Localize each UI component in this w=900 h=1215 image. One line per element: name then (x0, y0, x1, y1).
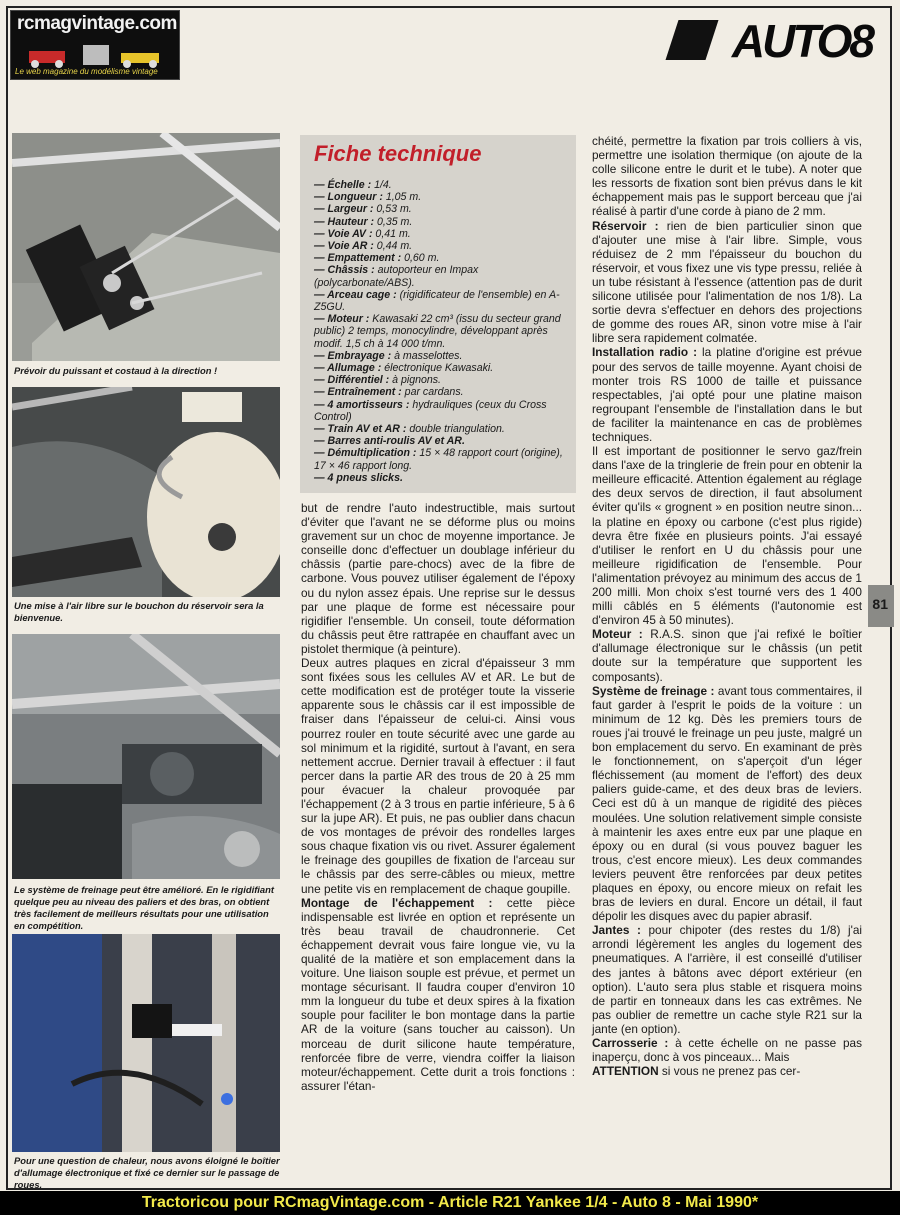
fiche-item-key: — Barres anti-roulis AV et AR. (314, 435, 465, 448)
fiche-item-value: 0,53 m. (376, 203, 412, 216)
article-paragraph (592, 627, 862, 683)
fiche-item-key: — 4 pneus slicks. (314, 471, 403, 484)
section-heading: Jantes : (592, 923, 641, 938)
paragraph-text: avant tous commentaires, il faut garder à l'esprit le poids de la voiture : un minimum de 12 kg. Dès les premiers tours de roues j'ai trouvé le freinage un peu juste, malgré un bon emplacement du servo. En examinant de près le fonctionnement, on s'aperçoit d'un léger fléchissement (au moment de l'effort) des deux paliers guide-came, et des deux bras de leviers. Ceci est dû à un manque de rigidité des pièces moulées. Une solution relativement simple consiste à maintenir les axes entre eux par une plaque en époxy ou en dural (si vous pouvez baguer les trous, c'est encore mieux). Les deux commandes leviers peuvent être renforcées par deux petites plaques en époxy, ou encore mieux on refait les bras de leviers en dural. Encore un détail, il faut dépolir les disques avec du papier abrasif. (592, 683, 862, 924)
fiche-item (314, 423, 570, 435)
fiche-technique-box (300, 135, 576, 493)
fiche-title: Fiche technique (314, 141, 482, 166)
fiche-item-value: autoporteur en Impax (polycarbonate/ABS). (314, 264, 479, 289)
fiche-item-key: — Moteur : (314, 313, 370, 326)
paragraph-text: Il est important de positionner le servo gaz/frein dans l'axe de la tringlerie de frein pour en obtenir la meilleure efficacité. Attention également au réglage des deux servos de direction, il faut absolument éviter qu'ils « grognent » en position neutre sinon... la platine en époxy ou carbone (c'est plus rigide) devra être fixée en plusieurs points. J'ai essayé d'utiliser le renfort en U du châssis pour une meilleure rigidification de l'ensemble. Pour l'alimentation prévoyez au minimum des accus de 1 200 milli. Mon choix s'est tourné vers des 1 400 milli câblés en 5 éléments (l'autonomie est d'environ 45 à 50 minutes). (592, 444, 862, 628)
fiche-item-value: hydrauliques (ceux du Cross Control) (314, 398, 547, 423)
paragraph-text: but de rendre l'auto indestructible, mais surtout d'éviter que l'avant ne se déforme plus ou moins gravement sur un choc de moyenne importance. Je conseille donc d'effectuer un doublage inférieur du châssis (partie pare-chocs) avec de la fibre de carbone. Vous pouvez utiliser également de l'époxy ou du nylon assez épais. Une reprise sur le dessus par une plaque de forme est nécessaire pour rigidifier l'ensemble. Un conseil, toute déformation du châssis peut être rattrapée en chauffant avec un pistolet thermique (à peinture). (301, 501, 575, 656)
article-paragraph (592, 134, 862, 219)
fiche-item (314, 240, 570, 252)
article-paragraph (301, 896, 575, 1093)
paragraph-text: chéité, permettre la fixation par trois colliers à vis, permettre une isolation thermique (on ajoute de la colle silicone entre le durit et le tube). A noter que les ressorts de fixation sont bien prévus dans le kit échappement mais pas le support berceau que j'ai réalisé à partir d'une corde à piano de 2 mm. (592, 134, 862, 219)
fiche-item-value: 0,44 m. (376, 240, 413, 253)
photo-steering-servos (12, 133, 280, 361)
fiche-item (314, 228, 570, 240)
article-paragraph (592, 1036, 862, 1064)
fiche-item-key: — Allumage : (314, 362, 382, 375)
fiche-item (314, 252, 570, 264)
fiche-item (314, 350, 570, 362)
article-paragraph (592, 1064, 862, 1078)
paragraph-text: pour chipoter (des restes du 1/8) j'ai arrondi légèrement les angles du logement des pneumatiques. A l'arrière, il est conseillé d'utiliser des jantes à bâtons avec déport extérieur (en option). L'auto sera plus stable et risquera moins de partir en tonneaux dans les cas extrêmes. Ne pas oublier de remettre un cache style R21 sur la jante (en option). (592, 923, 862, 1036)
fiche-item-key: — Longueur : (314, 191, 383, 204)
fiche-item (314, 435, 570, 447)
fiche-item-value: électronique Kawasaki. (384, 362, 494, 375)
fiche-item-key: — Différentiel : (314, 374, 390, 387)
fiche-item-key: — Démultiplication : (314, 447, 417, 460)
site-name: rcmagvintage.com (17, 13, 177, 34)
fiche-item-value: 15 × 48 rapport court (origine), 17 × 46 rapport long. (314, 447, 563, 472)
article-paragraph (592, 345, 862, 444)
fiche-item (314, 447, 570, 471)
fiche-item (314, 399, 570, 423)
fiche-item-key: — Hauteur : (314, 215, 375, 228)
section-heading: Installation radio : (592, 345, 698, 360)
article-paragraph (301, 656, 575, 896)
fiche-item (314, 472, 570, 484)
fiche-item-value: à pignons. (392, 374, 441, 387)
fiche-item (314, 191, 570, 203)
article-paragraph (592, 219, 862, 346)
photo-fuel-tank (12, 387, 280, 597)
article-paragraph (592, 923, 862, 1036)
magazine-brand: AUTO8 (731, 15, 872, 67)
fiche-item (314, 374, 570, 386)
fiche-item (314, 264, 570, 288)
fiche-item-key: — Embrayage : (314, 349, 392, 362)
page-number: 81 (872, 596, 888, 612)
site-tagline: Le web magazine du modélisme vintage (15, 67, 158, 76)
fiche-item-value: Kawasaki 22 cm³ (issu du secteur grand public) 2 temps, monocylindre, développant après modif. 1,5 ch à 14 000 t/mn. (314, 313, 561, 350)
paragraph-text: cette pièce indispensable est livrée en option et représente un très beau travail de chaudronnerie. Cet échappement devrait vous faire longue vie, vu la qualité de la matière et son emplacement dans la voiture. Une liaison souple est prévue, et permet un montage sécurisant. Il faudra couper d'environ 10 mm la longueur du tube et deux spires à la fixation souple pour faciliter le bon montage dans la partie AR de la voiture (sans toucher au caisson). Un morceau de durit silicone haute température, renforcée fibre de verre, viendra coiffer la liaison moteur/échappement. Cette durit a trois fonctions : assurer l'étan- (301, 895, 575, 1093)
paragraph-text: la platine d'origine est prévue pour des servos de taille moyenne. Ayant choisi de monter trois RS 1000 de taille et puissance respectables, j'ai opté pour une platine maison regroupant l'ensemble de l'installation dans le but de faciliter la maintenance en cas de problèmes techniques. (592, 345, 862, 444)
article-paragraph (592, 684, 862, 924)
paragraph-text: Deux autres plaques en zicral d'épaisseur 3 mm sont fixées sous les cellules AV et AR. Le but de cette modification est de protéger toute la visserie apparente sous le châssis car il est impossible de fraiser dans l'épaisseur de celui-ci. Ainsi vous pourrez rouler en toute sécurité avec une garde au sol minimum et la rigidité, surtout à l'avant, en sera nettement accrue. Dernier travail à effectuer : il faut percer dans la partie AR des trous de 20 à 25 mm pour évacuer la chaleur provoquée par l'échappement (2 à 3 trous en partie inférieure, 5 à 6 sur la jupe AR). Et puis, ne pas oublier dans chacun de vos montages de prévoir des rondelles larges sous chaque fixation vis ou rivet. Assurer également le freinage des goupilles de fixation de l'arceau sur le châssis par des serre-câbles ou mieux, mettre une petite vis en remplacement de chaque goupille. (301, 656, 575, 896)
fiche-item-key: — Largeur : (314, 203, 374, 216)
article-middle-column (301, 501, 575, 1093)
caption-4: Pour une question de chaleur, nous avons éloigné le boîtier d'allumage électronique et fixé ce dernier sur le passage de roues. (14, 1155, 280, 1190)
fiche-item-key: — Échelle : (314, 179, 372, 191)
article-paragraph (301, 501, 575, 656)
paragraph-text: si vous ne prenez pas cer- (661, 1064, 801, 1079)
article-paragraph (592, 444, 862, 627)
section-heading: Montage de l'échappement : (301, 895, 493, 910)
fiche-item (314, 289, 570, 313)
paragraph-text: à cette échelle on ne passe pas inaperçu, donc à vos pinceaux... Mais (592, 1036, 862, 1065)
fiche-list (314, 179, 570, 484)
section-heading: Système de freinage : (592, 683, 715, 698)
section-heading: Moteur : (592, 627, 643, 642)
fiche-item-value: 1/4. (374, 179, 392, 191)
paragraph-text: R.A.S. sinon que j'ai refixé le boîtier d'allumage électronique sur le châssis (un petit doute sur la température que supportent les composants). (592, 627, 862, 684)
footer-credit: Tractoricou pour RCmagVintage.com - Article R21 Yankee 1/4 - Auto 8 - Mai 1990* (0, 1191, 900, 1215)
article-right-column (592, 134, 862, 1078)
fiche-item-value: (rigidificateur de l'ensemble) en A-Z5GU. (314, 288, 560, 314)
section-heading: ATTENTION (592, 1064, 659, 1079)
logo-car-icon (25, 41, 165, 69)
site-logo[interactable] (10, 10, 180, 80)
fiche-item (314, 386, 570, 398)
fiche-item-value: 0,41 m. (375, 227, 411, 240)
caption-2: Une mise à l'air libre sur le bouchon du réservoir sera la bienvenue. (14, 600, 264, 623)
fiche-item-value: à masselottes. (394, 349, 463, 362)
fiche-item (314, 179, 570, 191)
section-heading: Carrosserie : (592, 1036, 669, 1050)
fiche-item-value: double triangulation. (409, 423, 505, 436)
fiche-item-value: par cardans. (404, 386, 464, 399)
caption-1: Prévoir du puissant et costaud à la direction ! (14, 365, 218, 376)
section-heading: Réservoir : (592, 218, 659, 233)
caption-3: Le système de freinage peut être amélioré. En le rigidifiant quelque peu au niveau des paliers et des bras, on obtient très facilement de meilleurs résultats pour une utilisation en compétition. (14, 884, 274, 931)
fiche-item (314, 203, 570, 215)
fiche-item-key: — 4 amortisseurs : (314, 398, 410, 411)
fiche-item (314, 216, 570, 228)
fiche-item-key: — Voie AV : (314, 227, 373, 240)
photo-brake-system (12, 634, 280, 879)
fiche-item-value: 0,60 m. (404, 252, 440, 265)
fiche-item (314, 362, 570, 374)
fiche-item (314, 313, 570, 350)
fiche-item-key: — Train AV et AR : (314, 423, 407, 436)
fiche-item-key: — Arceau cage : (314, 288, 397, 301)
fiche-item-value: 1,05 m. (385, 191, 422, 204)
fiche-item-key: — Empattement : (314, 252, 402, 265)
paragraph-text: rien de bien particulier sinon que d'ajouter une mise à l'air libre. Simple, vous réduisez de 2 mm l'épaisseur du bouchon du réservoir, et vous fixez une vis type pressu, reliée à un tube résistant à l'essence (attention pas de durit silicone utilisée pour l'alimentation de nos 1/8). La sortie devra s'effectuer en dehors des projections de gomme des roues AR, sinon votre mise à l'air libre sera rapidement colmatée. (592, 218, 862, 346)
fiche-item-key: — Voie AR : (314, 240, 374, 253)
photo-ignition-box (12, 934, 280, 1152)
fiche-item-key: — Châssis : (314, 264, 375, 277)
fiche-item-key: — Entraînement : (314, 386, 402, 399)
fiche-item-value: 0,35 m. (377, 215, 413, 228)
